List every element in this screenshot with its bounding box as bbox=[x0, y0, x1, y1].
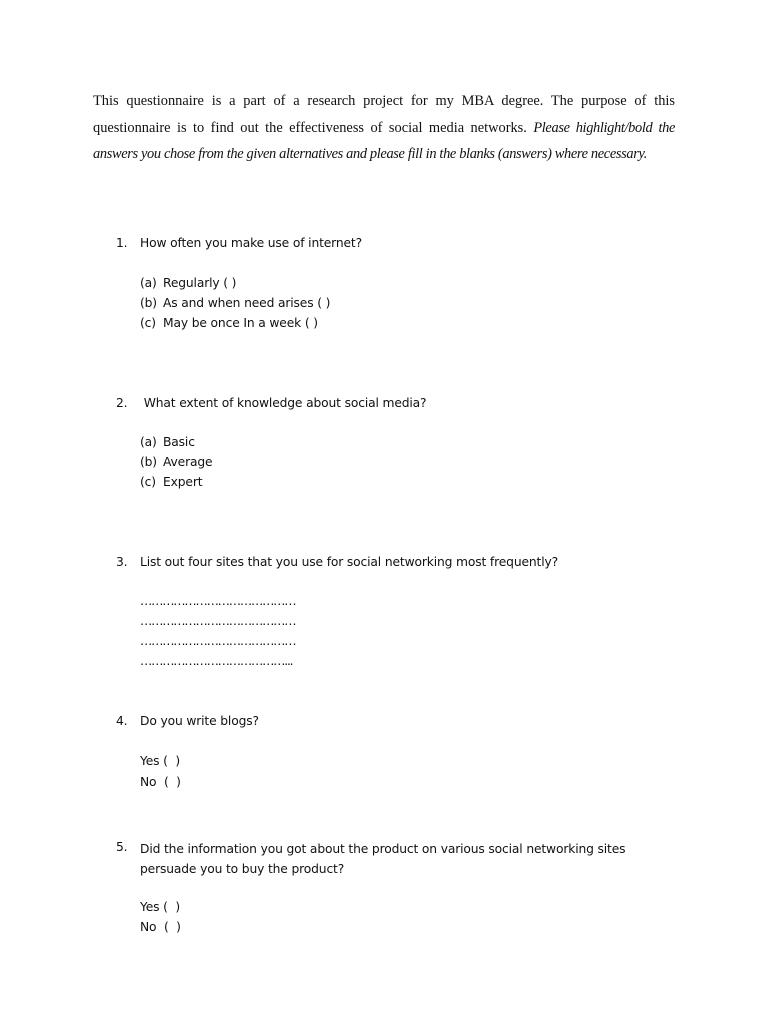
answer-no-4[interactable]: No ( ) bbox=[140, 775, 181, 789]
question-number: 5. bbox=[116, 840, 128, 854]
question-text: List out four sites that you use for social networking most frequently? bbox=[140, 555, 558, 569]
option-text: Average bbox=[163, 455, 213, 469]
question-number: 3. bbox=[116, 555, 128, 569]
option-label: (b) bbox=[140, 296, 157, 310]
question-text: Do you write blogs? bbox=[140, 714, 259, 728]
answer-yes-5[interactable]: Yes ( ) bbox=[140, 900, 180, 914]
option-1a[interactable] bbox=[140, 276, 236, 290]
option-2b[interactable] bbox=[140, 455, 212, 469]
option-2a[interactable] bbox=[140, 435, 195, 449]
option-label: (c) bbox=[140, 475, 156, 489]
option-text: May be once In a week ( ) bbox=[163, 316, 318, 330]
answer-no-5[interactable]: No ( ) bbox=[140, 920, 181, 934]
option-label: (a) bbox=[140, 435, 157, 449]
option-1b[interactable] bbox=[140, 296, 330, 310]
option-text: Basic bbox=[163, 435, 195, 449]
option-label: (c) bbox=[140, 316, 156, 330]
question-number: 4. bbox=[116, 714, 128, 728]
option-text: As and when need arises ( ) bbox=[163, 296, 331, 310]
answer-blank-1[interactable]: …………………………………… bbox=[140, 594, 296, 608]
intro-text: This questionnaire is a part of a research project for my MBA degree. The purpose of this questionnaire is to find out the effectiveness of social media networks. bbox=[93, 93, 675, 136]
option-2c[interactable] bbox=[140, 475, 202, 489]
question-number: 1. bbox=[116, 236, 128, 250]
option-1c[interactable] bbox=[140, 316, 318, 330]
answer-blank-4[interactable]: …………………………………... bbox=[140, 654, 293, 668]
intro-instruction: Please highlight/bold the answers you chose from the given alternatives and please fill in the blanks (answers) where necessary. bbox=[93, 119, 675, 162]
intro-paragraph bbox=[93, 88, 675, 168]
question-text: What extent of knowledge about social media? bbox=[140, 396, 427, 410]
option-label: (a) bbox=[140, 276, 157, 290]
question-text: Did the information you got about the product on various social networking sites persuade you to buy the product? bbox=[140, 842, 626, 876]
answer-blank-2[interactable]: …………………………………… bbox=[140, 614, 296, 628]
question-text: How often you make use of internet? bbox=[140, 236, 362, 250]
question-number: 2. bbox=[116, 396, 128, 410]
answer-yes-4[interactable]: Yes ( ) bbox=[140, 754, 180, 768]
option-label: (b) bbox=[140, 455, 157, 469]
option-text: Expert bbox=[163, 475, 203, 489]
option-text: Regularly ( ) bbox=[163, 276, 237, 290]
answer-blank-3[interactable]: …………………………………… bbox=[140, 634, 296, 648]
